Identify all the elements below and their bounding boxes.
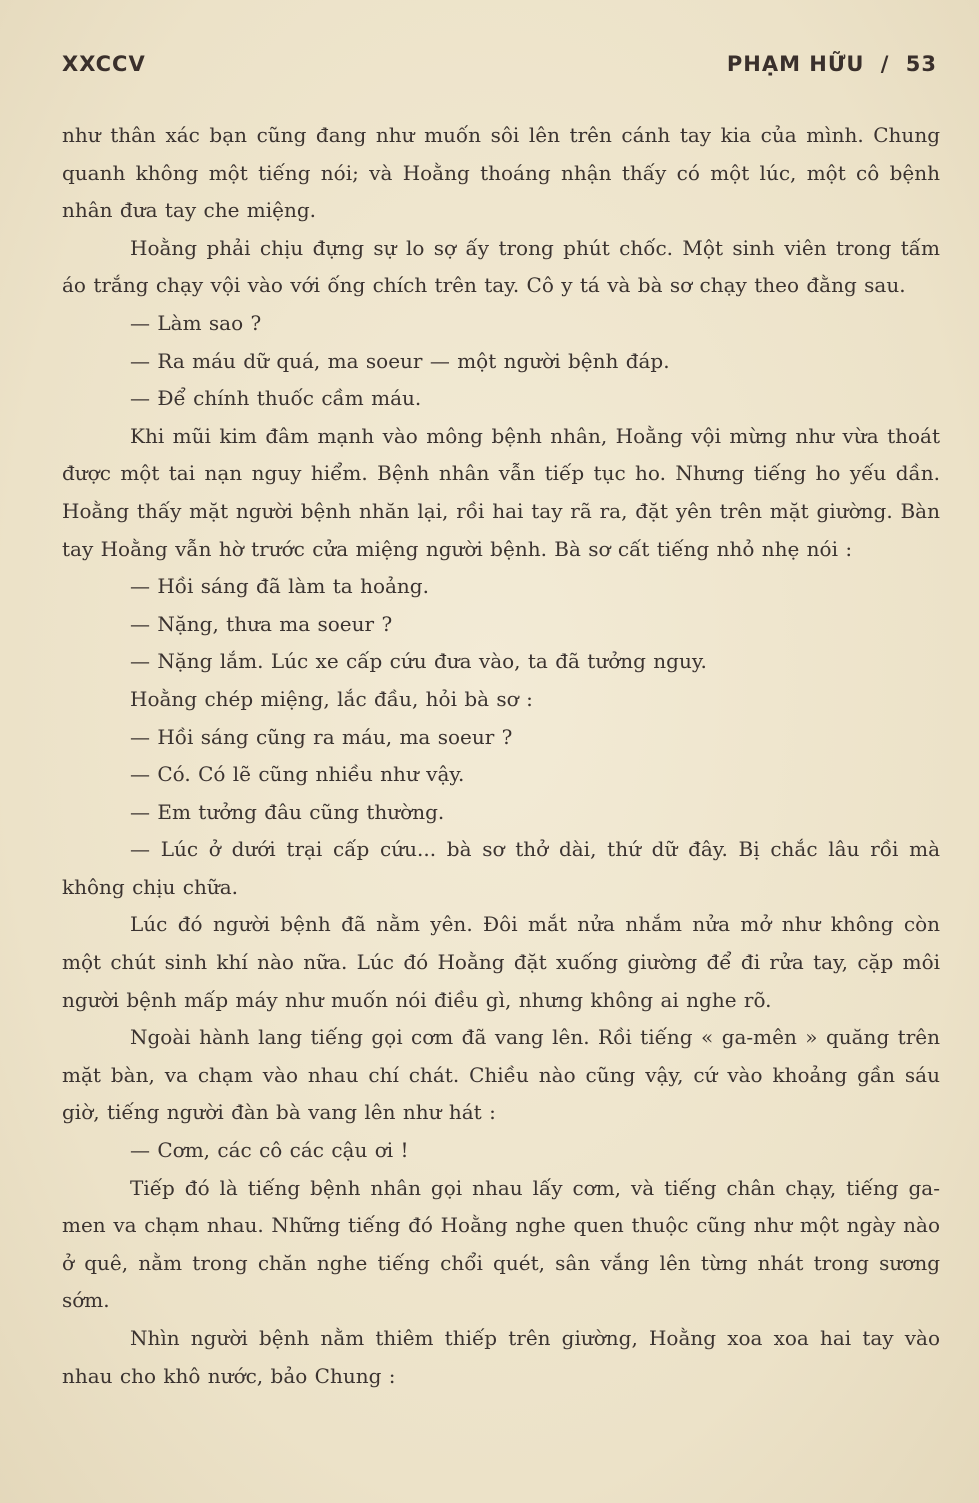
paragraph: — Lúc ở dưới trại cấp cứu... bà sơ thở dài, thứ dữ đây. Bị chắc lâu rồi mà không chịu chữa.	[62, 837, 940, 899]
header-author-page	[719, 52, 937, 76]
header-code: XXCCV	[62, 52, 146, 76]
paragraph: Ngoài hành lang tiếng gọi cơm đã vang lên. Rồi tiếng « ga-mên » quăng trên mặt bàn, va chạm vào nhau chí chát. Chiều nào cũng vậy, cứ vào khoảng gần sáu giờ, tiếng người đàn bà vang lên như hát :	[62, 1025, 940, 1125]
paragraph: — Để chính thuốc cầm máu.	[130, 386, 422, 411]
paragraph: — Hồi sáng đã làm ta hoảng.	[130, 574, 429, 599]
page-number: 53	[905, 52, 937, 76]
paragraph: — Làm sao ?	[130, 310, 262, 335]
paragraph: Lúc đó người bệnh đã nằm yên. Đôi mắt nửa nhắm nửa mở như không còn một chút sinh khí nào nữa. Lúc đó Hoằng đặt xuống giường để đi rửa tay, cặp môi người bệnh mấp máy như muốn nói điều gì, nhưng không ai nghe rõ.	[62, 912, 940, 1012]
paragraph: — Có. Có lẽ cũng nhiều như vậy.	[130, 762, 465, 787]
page-header	[62, 52, 937, 82]
paragraph: — Hồi sáng cũng ra máu, ma soeur ?	[130, 724, 513, 749]
paragraph: — Em tưởng đâu cũng thường.	[130, 799, 445, 824]
paragraph: Khi mũi kim đâm mạnh vào mông bệnh nhân, Hoằng vội mừng như vừa thoát được một tai nạn nguy hiểm. Bệnh nhân vẫn tiếp tục ho. Nhưng tiếng ho yếu dần. Hoằng thấy mặt người bệnh nhăn lại, rồi hai tay rã ra, đặt yên trên mặt giường. Bàn tay Hoằng vẫn hờ trước cửa miệng người bệnh. Bà sơ cất tiếng nhỏ nhẹ nói :	[62, 423, 940, 561]
paragraph: — Nặng lắm. Lúc xe cấp cứu đưa vào, ta đã tưởng nguy.	[130, 649, 707, 674]
paragraph: Nhìn người bệnh nằm thiêm thiếp trên giường, Hoằng xoa xoa hai tay vào nhau cho khô nước, bảo Chung :	[62, 1326, 940, 1388]
header-separator: /	[880, 52, 890, 76]
paragraph: — Ra máu dữ quá, ma soeur — một người bệnh đáp.	[130, 348, 670, 373]
paragraph: — Nặng, thưa ma soeur ?	[130, 611, 393, 636]
paragraph: Tiếp đó là tiếng bệnh nhân gọi nhau lấy cơm, và tiếng chân chạy, tiếng ga-men va chạm nhau. Những tiếng đó Hoằng nghe quen thuộc cũng như một ngày nào ở quê, nằm trong chăn nghe tiếng chổi quét, sân vắng lên từng nhát trong sương sớm.	[62, 1175, 940, 1313]
paragraph: Hoằng chép miệng, lắc đầu, hỏi bà sơ :	[130, 686, 533, 711]
paragraph: — Cơm, các cô các cậu ơi !	[130, 1138, 409, 1163]
header-author: PHẠM HỮU	[726, 52, 865, 76]
body-text	[62, 117, 940, 1395]
paragraph: như thân xác bạn cũng đang như muốn sôi lên trên cánh tay kia của mình. Chung quanh không một tiếng nói; và Hoằng thoáng nhận thấy có một lúc, một cô bệnh nhân đưa tay che miệng.	[62, 123, 940, 223]
paragraph: Hoằng phải chịu đựng sự lo sợ ấy trong phút chốc. Một sinh viên trong tấm áo trắng chạy vội vào với ống chích trên tay. Cô y tá và bà sơ chạy theo đằng sau.	[62, 235, 940, 298]
